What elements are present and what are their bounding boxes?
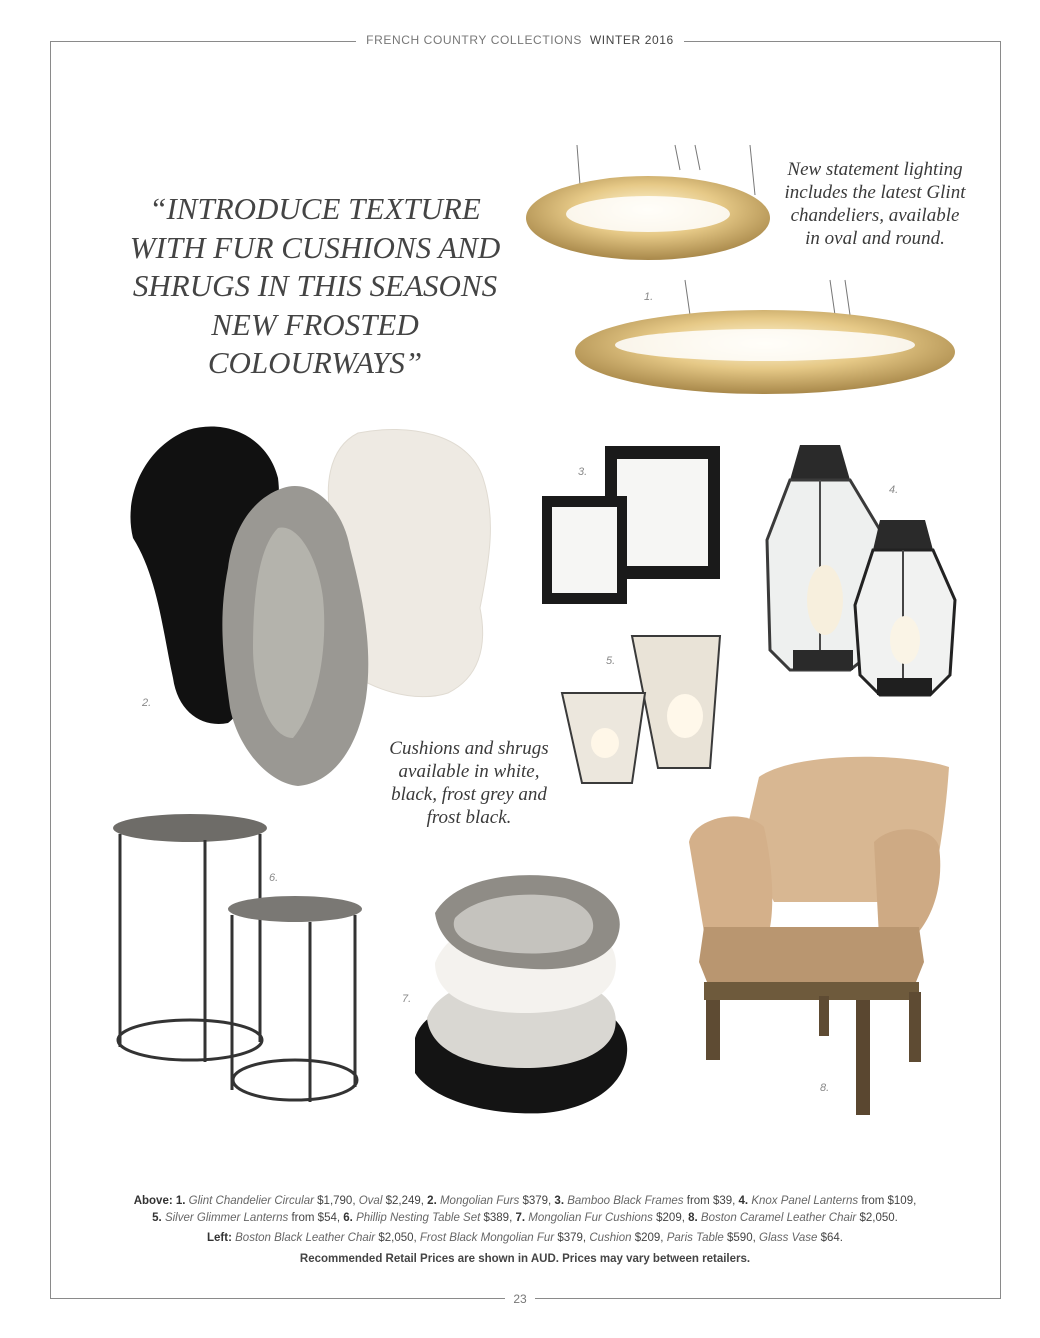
collection-title: FRENCH COUNTRY COLLECTIONS (366, 33, 582, 47)
left-label: Left: (207, 1232, 232, 1244)
season-label: WINTER 2016 (589, 33, 674, 47)
mongolian-furs-image (118, 418, 498, 788)
item-number-5: 5. (606, 655, 616, 667)
price-disclaimer: Recommended Retail Prices are shown in AUD. Prices may vary between retailers. (299, 1253, 751, 1265)
footer-line-above-2: 5. Silver Glimmer Lanterns from $54, 6. Phillip Nesting Table Set $389, 7. Mongolian Fur Cushions $209, 8. Boston Caramel Leather Chair $2,050. (152, 1212, 898, 1224)
footer-line-above-1: Above: 1. Glint Chandelier Circular $1,790, Oval $2,249, 2. Mongolian Furs $379, 3. Bamboo Black Frames from $39, 4. Knox Panel Lanterns from $109, (133, 1195, 917, 1207)
knox-panel-lanterns-image (765, 440, 960, 700)
bamboo-black-frames-image (540, 444, 725, 609)
item-number-4: 4. (889, 484, 899, 496)
item-number-8: 8. (820, 1082, 830, 1094)
footer-line-left: Left: Boston Black Leather Chair $2,050, Frost Black Mongolian Fur $379, Cushion $209, Paris Table $590, Glass Vase $64. (207, 1232, 843, 1244)
boston-caramel-leather-chair-image (684, 752, 954, 1122)
pull-quote: “INTRODUCE TEXTURE WITH FUR CUSHIONS AND SHRUGS IN THIS SEASONS NEW FROSTED COLOURWAYS” (129, 191, 501, 380)
item-number-6: 6. (269, 872, 279, 884)
page-header (0, 31, 1040, 49)
phillip-nesting-tables-image (110, 812, 370, 1107)
item-number-7: 7. (402, 993, 412, 1005)
above-label: Above: (133, 1195, 173, 1207)
lighting-caption: New statement lighting includes the latest Glint chandeliers, available in oval and round. (784, 159, 966, 249)
cushions-caption: Cushions and shrugs available in white, black, frost grey and frost black. (389, 738, 549, 828)
item-number-2: 2. (142, 697, 152, 709)
item-number-1: 1. (644, 291, 654, 303)
page-number: 23 (0, 1290, 1040, 1308)
item-number-3: 3. (578, 466, 588, 478)
mongolian-fur-cushions-image (405, 868, 630, 1118)
